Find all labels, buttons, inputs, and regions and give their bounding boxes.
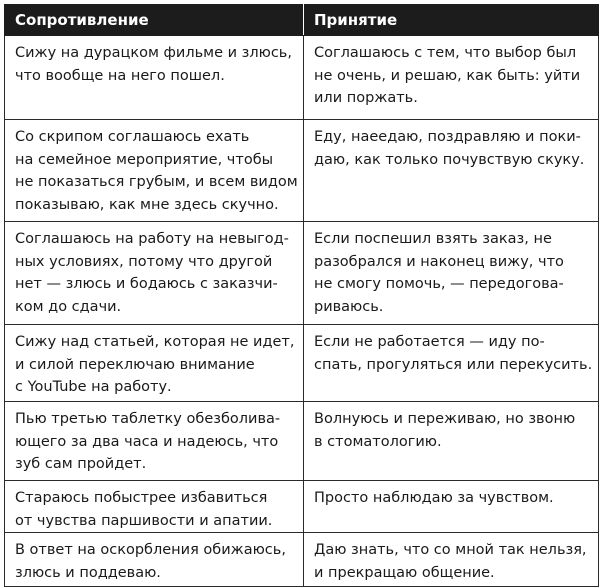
resistance-cell (5, 402, 304, 481)
header-resistance: Сопротивление (5, 5, 304, 36)
resistance-cell (5, 222, 304, 325)
cell-line: не показаться грубым, и всем видом (15, 174, 298, 190)
cell-line: Сижу на дурацком фильме и злюсь, (15, 45, 292, 61)
table-row (5, 402, 599, 481)
table-row (5, 120, 599, 222)
cell-line: не очень, и решаю, как быть: уйти (314, 67, 581, 84)
table-row (5, 325, 599, 402)
cell-line: Стараюсь побыстрее избавиться (15, 490, 268, 506)
cell-line: и силой переключаю внимание (15, 356, 255, 373)
cell-line: показываю, как мне здесь скучно. (15, 196, 279, 213)
cell-line: Волнуюсь и переживаю, но звоню (314, 411, 576, 427)
cell-line: разобрался и наконец вижу, что (314, 253, 564, 270)
cell-line: риваюсь. (314, 298, 384, 315)
table-header-row (5, 5, 599, 36)
resistance-cell (5, 533, 304, 587)
cell-line: что вообще на него пошел. (15, 67, 225, 84)
cell-line: Просто наблюдаю за чувством. (314, 490, 554, 506)
cell-line: злюсь и поддеваю. (15, 564, 161, 581)
cell-line: зуб сам пройдет. (15, 456, 147, 472)
cell-line: В ответ на оскорбления обижаюсь, (15, 542, 286, 558)
cell-line: или поржать. (314, 90, 418, 106)
acceptance-cell (304, 36, 599, 120)
cell-line: Со скрипом соглашаюсь ехать (15, 129, 250, 145)
cell-line: и прекращаю общение. (314, 564, 495, 581)
cell-line: не смогу помочь, — передогова- (314, 276, 564, 292)
acceptance-cell (304, 222, 599, 325)
cell-line: Еду, наеедаю, поздравляю и поки- (314, 129, 581, 145)
cell-line: Если поспешил взять заказ, не (314, 231, 552, 247)
acceptance-cell (304, 325, 599, 402)
cell-line: Если не работается — иду по- (314, 334, 545, 350)
table-row (5, 222, 599, 325)
cell-line: ющего за два часа и надеюсь, что (15, 433, 279, 450)
cell-line: Соглашаюсь с тем, что выбор был (314, 45, 577, 61)
table-row (5, 36, 599, 120)
cell-line: Соглашаюсь на работу на невыгод- (15, 231, 289, 247)
cell-line: нет — злюсь и бодаюсь с заказчи- (15, 276, 278, 292)
acceptance-cell (304, 481, 599, 533)
cell-line: на семейное мероприятие, чтобы (15, 151, 274, 168)
cell-line: ных условиях, потому что другой (15, 253, 273, 270)
cell-line: Даю знать, что со мной так нельзя, (314, 542, 587, 558)
header-acceptance: Принятие (304, 5, 599, 36)
comparison-table (4, 4, 599, 587)
cell-line: от чувства паршивости и апатии. (15, 512, 273, 529)
cell-line: Сижу над статьей, которая не идет, (15, 334, 295, 350)
acceptance-cell (304, 120, 599, 222)
resistance-cell (5, 120, 304, 222)
cell-line: в стоматологию. (314, 433, 442, 450)
acceptance-cell (304, 533, 599, 587)
table-row (5, 533, 599, 587)
cell-line: ком до сдачи. (15, 298, 122, 315)
acceptance-cell (304, 402, 599, 481)
resistance-cell (5, 36, 304, 120)
resistance-cell (5, 481, 304, 533)
table-row (5, 481, 599, 533)
cell-line: спать, прогуляться или перекусить. (314, 356, 593, 373)
cell-line: даю, как только почувствую скуку. (314, 151, 585, 168)
cell-line: Пью третью таблетку обезболива- (15, 411, 281, 427)
resistance-cell (5, 325, 304, 402)
cell-line: с YouTube на работу. (15, 379, 172, 395)
